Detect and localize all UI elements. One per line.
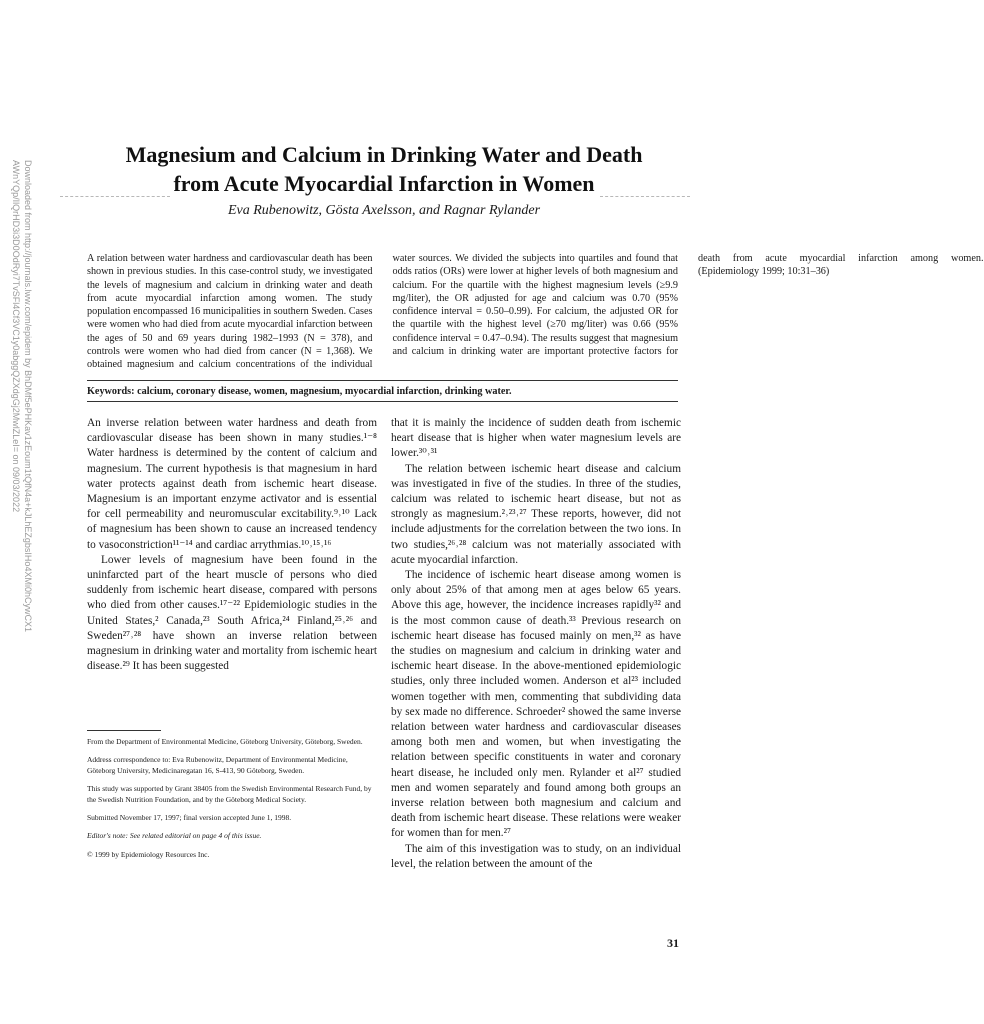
footnote-copyright: © 1999 by Epidemiology Resources Inc. <box>87 849 210 859</box>
page-number: 31 <box>667 936 679 950</box>
body-paragraph: that it is mainly the incidence of sudden death from ischemic heart disease that is higher when water magnesium levels are lower.³⁰˒³¹ <box>391 417 681 460</box>
keywords: Keywords: calcium, coronary disease, women, magnesium, myocardial infarction, drinking water. <box>87 386 512 397</box>
footnote-submitted: Submitted November 17, 1997; final version accepted June 1, 1998. <box>87 813 292 823</box>
footnote-correspondence: Address correspondence to: Eva Rubenowitz, Department of Environmental Medicine, Göteborg University, Medicinaregatan 16, S-413, 90 Göteborg, Sweden. <box>87 755 348 775</box>
body-column-left <box>87 416 377 674</box>
article-title <box>50 140 718 198</box>
keywords-block <box>87 385 678 398</box>
body-paragraph: The aim of this investigation was to study, on an individual level, the relation between the amount of the <box>391 842 681 870</box>
abstract <box>87 252 984 374</box>
article-title-line2: from Acute Myocardial Infarction in Women <box>173 171 595 196</box>
article-title-line1: Magnesium and Calcium in Drinking Water and Death <box>125 142 643 167</box>
footnotes <box>87 737 377 868</box>
article-authors: Eva Rubenowitz, Gösta Axelsson, and Ragnar Rylander <box>227 203 541 218</box>
keywords-rule-top <box>87 380 678 381</box>
body-paragraph: The relation between ischemic heart disease and calcium was investigated in five of the studies. In three of the studies, calcium was related to ischemic heart disease, but not as strongly as magnesium.²˒²³˒²⁷ These reports, however, did not include adjustments for the correlation between the two ions. In two studies,²⁶˒²⁸ calcium was not materially associated with acute myocardial infarction. <box>391 462 681 566</box>
keywords-rule-bottom <box>87 401 678 402</box>
footnote-rule <box>87 730 161 731</box>
download-watermark-line1: Downloaded from http://journals.lww.com/epidem by BhDMf5ePHKav1zEoum1tQfN4a+kJLhEZgbsIHo4XMi0hCywCX1 <box>23 160 33 632</box>
body-paragraph: An inverse relation between water hardness and death from cardiovascular disease has been shown in many studies.¹⁻⁸ Water hardness is determined by the content of calcium and magnesium. The current hypothesis is that magnesium in hard water protects against death from ischemic heart disease. Magnesium is an important enzyme activator and is essential for cell permeability and neuromuscular excitability.⁹˒¹⁰ Lack of magnesium has been shown to cause an increased tendency to vasoconstriction¹¹⁻¹⁴ and cardiac arrythmias.¹⁰˒¹⁵˒¹⁶ <box>87 417 377 551</box>
abstract-text-columns <box>87 252 984 374</box>
download-watermark-line2: AWnYQp/IlQrHD3i3D0OdRyi7TvSFl4Cf3VC1y0abggQZXdgGj2MwlZLeI= on 09/03/2022 <box>11 160 21 513</box>
abstract-text: A relation between water hardness and cardiovascular death has been shown in previous studies. In this case-control study, we investigated the levels of magnesium and calcium in drinking water and death from acute myocardial infarction among women. The study population encompassed 16 municipalities in southern Sweden. Cases were women who had died from acute myocardial infarction between the ages of 50 and 69 years during 1982–1993 (N = 378), and controls were women who had died from cancer (N = 1,368). We obtained magnesium and calcium concentrations of the individual water sources. We divided the subjects into quartiles and found that odds ratios (ORs) were lower at higher levels of both magnesium and calcium. For the quartile with the highest magnesium levels (≥9.9 mg/liter), the OR adjusted for age and calcium was 0.70 (95% confidence interval = 0.50–0.99). For calcium, the adjusted OR for the quartile with the highest level (≥70 mg/liter) was 0.66 (95% confidence interval = 0.47–0.94). The results suggest that magnesium and calcium in drinking water are important protective factors for death from acute myocardial infarction among women. (Epidemiology 1999; 10:31–36) <box>87 253 984 371</box>
body-paragraph: Lower levels of magnesium have been found in the uninfarcted part of the heart muscle of persons who died suddenly from ischemic heart disease, compared with persons who died from other causes.¹⁷⁻²² Epidemiologic studies in the United States,² Canada,²³ South Africa,²⁴ Finland,²⁵˒²⁶ and Sweden²⁷˒²⁸ have shown an inverse relation between magnesium in drinking water and mortality from ischemic heart disease.²⁹ It has been suggested <box>87 553 377 673</box>
download-watermark <box>4 160 34 920</box>
body-paragraph: The incidence of ischemic heart disease among women is only about 25% of that among men at ages below 65 years. Above this age, however, the incidence increases rapidly³² and is the most common cause of death.³³ Previous research on ischemic heart disease has focused mainly on men,³² as have the studies on magnesium and calcium in drinking water and ischemic heart disease. In the above-mentioned epidemiologic studies, only three included women. Anderson et al²³ included women together with men, commenting that subdividing data by sex made no difference. Schroeder² showed the same inverse relation between water hardness and cardiovascular diseases among both men and women, but when investigating the relation between specific constituents in water and coronary heart disease, he included only men. Rylander et al²⁷ studied men and women separately and found among both groups an inverse relation between both magnesium and calcium and death from ischemic heart disease. These relations were weaker for women than for men.²⁷ <box>391 569 681 840</box>
footnote-editor-note: Editor's note: See related editorial on page 4 of this issue. <box>87 831 262 841</box>
body-column-right <box>391 416 681 872</box>
footnote-support: This study was supported by Grant 38405 from the Swedish Environmental Research Fund, by the Swedish Nutrition Foundation, and by the Göteborg Medical Society. <box>87 784 372 804</box>
footnote-affiliation: From the Department of Environmental Medicine, Göteborg University, Göteborg, Sweden. <box>87 737 363 746</box>
